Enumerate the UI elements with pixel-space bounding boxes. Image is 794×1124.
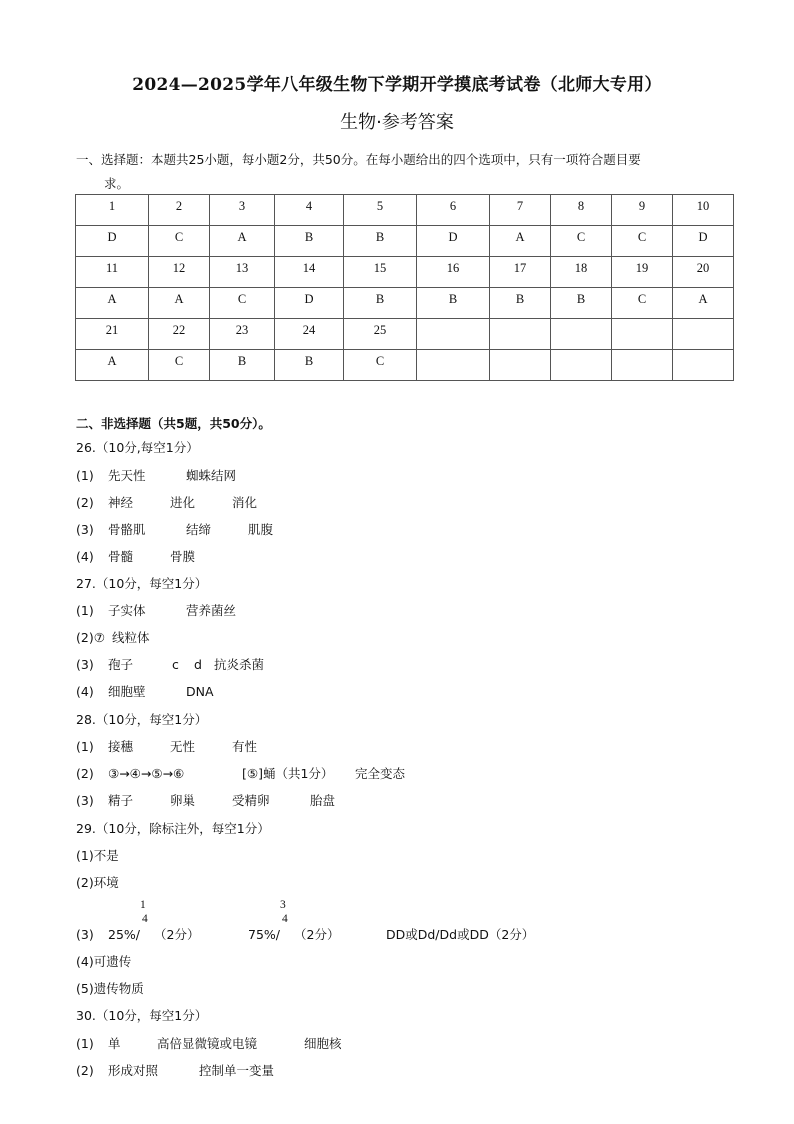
question-number-cell: 7 [490, 195, 551, 226]
question-number-cell: 22 [149, 319, 210, 350]
answer-cell: C [612, 226, 673, 257]
item-label: (1) [76, 603, 94, 618]
answer-cell: A [673, 288, 734, 319]
item-label: (4) [76, 684, 94, 699]
answer-row [76, 350, 734, 381]
answer: 细胞壁 [108, 684, 146, 699]
answer-cell: C [149, 350, 210, 381]
answer-cell: C [551, 226, 612, 257]
answer: ③→④→⑤→⑥ [108, 766, 185, 781]
item-label: (3) [76, 657, 94, 672]
question-number-cell: 21 [76, 319, 149, 350]
q26-line2 [76, 493, 257, 511]
points: （2分） [294, 927, 340, 942]
question-number-cell [612, 319, 673, 350]
answer-cell: A [76, 288, 149, 319]
question-number-cell: 24 [275, 319, 344, 350]
item-label: (3) [76, 793, 94, 808]
question-number-cell: 3 [210, 195, 275, 226]
answer-cell: C [149, 226, 210, 257]
answer-cell [490, 350, 551, 381]
answer-cell: B [275, 226, 344, 257]
answer-cell: D [417, 226, 490, 257]
q26-line1 [76, 466, 236, 484]
item-label: (2) [76, 495, 94, 510]
answer-cell: A [149, 288, 210, 319]
answer: [⑤]蛹（共1分） [242, 766, 334, 781]
question-number-cell: 4 [275, 195, 344, 226]
question-number-row [76, 319, 734, 350]
answer: 孢子 [108, 657, 134, 672]
answer-table [75, 194, 734, 381]
answer-cell: C [210, 288, 275, 319]
q29-line1: (1)不是 [76, 848, 119, 863]
item-label: (4) [76, 549, 94, 564]
fraction-denominator: 4 [142, 913, 148, 925]
answer: 25%/ [108, 927, 140, 942]
section2-heading: 二、非选择题（共5题，共50分）。 [76, 416, 271, 431]
answer-cell: A [490, 226, 551, 257]
item-label: (3) [76, 927, 94, 942]
answer: 先天性 [108, 468, 146, 483]
section1-line1: 一、选择题：本题共25小题，每小题2分，共50分。在每小题给出的四个选项中，只有一项符合题目要 [76, 152, 641, 167]
q28-line3 [76, 791, 335, 809]
fraction-numerator: 3 [280, 899, 286, 911]
q27-header: 27.（10分，每空1分） [76, 576, 208, 591]
answer: 卵巢 [170, 793, 196, 808]
fraction-denominator: 4 [282, 913, 288, 925]
question-number-cell: 8 [551, 195, 612, 226]
answer: 形成对照 [108, 1063, 159, 1078]
fraction-numerator: 1 [140, 899, 146, 911]
q29-header: 29.（10分，除标注外，每空1分） [76, 821, 270, 836]
question-number-cell: 25 [344, 319, 417, 350]
answer-cell: C [612, 288, 673, 319]
question-number-cell: 5 [344, 195, 417, 226]
answer-cell: B [490, 288, 551, 319]
item-label: (2) [76, 766, 94, 781]
answer-cell: A [76, 350, 149, 381]
answer: 线粒体 [112, 630, 150, 645]
answer: d [194, 657, 202, 672]
answer-cell: B [551, 288, 612, 319]
item-label: (3) [76, 522, 94, 537]
question-number-cell: 1 [76, 195, 149, 226]
item-label: (1) [76, 739, 94, 754]
answer: 完全变态 [355, 766, 406, 781]
section1-instructions [76, 148, 726, 196]
q26-header: 26.（10分,每空1分） [76, 440, 199, 455]
answer-cell: D [76, 226, 149, 257]
q26-line3 [76, 520, 273, 538]
answer: 高倍显微镜或电镜 [157, 1036, 258, 1051]
question-number-cell: 20 [673, 257, 734, 288]
question-number-cell [490, 319, 551, 350]
answer: 进化 [170, 495, 196, 510]
answer: 控制单一变量 [199, 1063, 275, 1078]
question-number-cell: 14 [275, 257, 344, 288]
question-number-cell: 10 [673, 195, 734, 226]
answer: 细胞核 [304, 1036, 342, 1051]
question-number-cell: 12 [149, 257, 210, 288]
points: （2分） [154, 927, 200, 942]
item-label: (2) [76, 1063, 94, 1078]
question-number-cell: 23 [210, 319, 275, 350]
q30-line1 [76, 1034, 342, 1052]
answer: 子实体 [108, 603, 146, 618]
question-number-cell: 2 [149, 195, 210, 226]
answer-cell: C [344, 350, 417, 381]
answer-cell [612, 350, 673, 381]
answer: DD或Dd/Dd或DD（2分） [386, 927, 535, 942]
question-number-cell: 19 [612, 257, 673, 288]
q29-line5: (5)遗传物质 [76, 981, 144, 996]
answer: 肌腹 [248, 522, 274, 537]
answer-cell: B [210, 350, 275, 381]
question-number-cell: 18 [551, 257, 612, 288]
q29-line3 [76, 899, 535, 943]
answer: 骨膜 [170, 549, 196, 564]
answer-cell: A [210, 226, 275, 257]
answer: 蜘蛛结网 [186, 468, 237, 483]
answer: 胎盘 [310, 793, 336, 808]
exam-subtitle: 生物·参考答案 [340, 112, 454, 133]
q26-line4 [76, 547, 195, 565]
answer: 消化 [232, 495, 258, 510]
answer-cell [673, 350, 734, 381]
question-number-cell [551, 319, 612, 350]
answer: 精子 [108, 793, 134, 808]
answer: 结缔 [186, 522, 212, 537]
answer-cell: D [275, 288, 344, 319]
question-number-cell: 13 [210, 257, 275, 288]
answer: 单 [108, 1036, 121, 1051]
item-label: (1) [76, 1036, 94, 1051]
q27-line1 [76, 601, 236, 619]
answer: DNA [186, 684, 214, 699]
answer: 骨骼肌 [108, 522, 146, 537]
question-number-row [76, 195, 734, 226]
item-label: (1) [76, 468, 94, 483]
answer: 神经 [108, 495, 134, 510]
answer: 接穗 [108, 739, 134, 754]
question-number-cell [417, 319, 490, 350]
question-number-cell: 17 [490, 257, 551, 288]
q28-line2 [76, 764, 405, 782]
answer: c [172, 657, 179, 672]
question-number-cell: 16 [417, 257, 490, 288]
answer: 受精卵 [232, 793, 270, 808]
question-number-cell: 15 [344, 257, 417, 288]
fraction-one-quarter [140, 899, 150, 939]
answer-cell: B [344, 226, 417, 257]
answer-cell: B [275, 350, 344, 381]
q28-line1 [76, 737, 257, 755]
answer-row [76, 226, 734, 257]
answer-cell: B [417, 288, 490, 319]
q27-line3 [76, 655, 264, 673]
question-number-cell: 11 [76, 257, 149, 288]
answer-cell: B [344, 288, 417, 319]
question-number-row [76, 257, 734, 288]
answer-row [76, 288, 734, 319]
answer-cell: D [673, 226, 734, 257]
answer-cell [417, 350, 490, 381]
answer: 无性 [170, 739, 196, 754]
q29-line2: (2)环境 [76, 875, 119, 890]
exam-title: 2024—2025学年八年级生物下学期开学摸底考试卷（北师大专用） [132, 75, 662, 95]
section1-line2: 求。 [104, 176, 130, 191]
fraction-three-quarters [280, 899, 290, 939]
question-number-cell: 6 [417, 195, 490, 226]
q30-header: 30.（10分，每空1分） [76, 1008, 208, 1023]
answer: 75%/ [248, 927, 280, 942]
q29-line4: (4)可遗传 [76, 954, 132, 969]
q27-line4 [76, 682, 214, 700]
question-number-cell: 9 [612, 195, 673, 226]
answer: 营养菌丝 [186, 603, 237, 618]
q27-line2 [76, 628, 150, 646]
q30-line2 [76, 1061, 274, 1079]
answer: 骨髓 [108, 549, 134, 564]
question-number-cell [673, 319, 734, 350]
answer-cell [551, 350, 612, 381]
answer: 抗炎杀菌 [214, 657, 265, 672]
answer: 有性 [232, 739, 258, 754]
item-label: (2)⑦ [76, 630, 105, 645]
q28-header: 28.（10分，每空1分） [76, 712, 208, 727]
